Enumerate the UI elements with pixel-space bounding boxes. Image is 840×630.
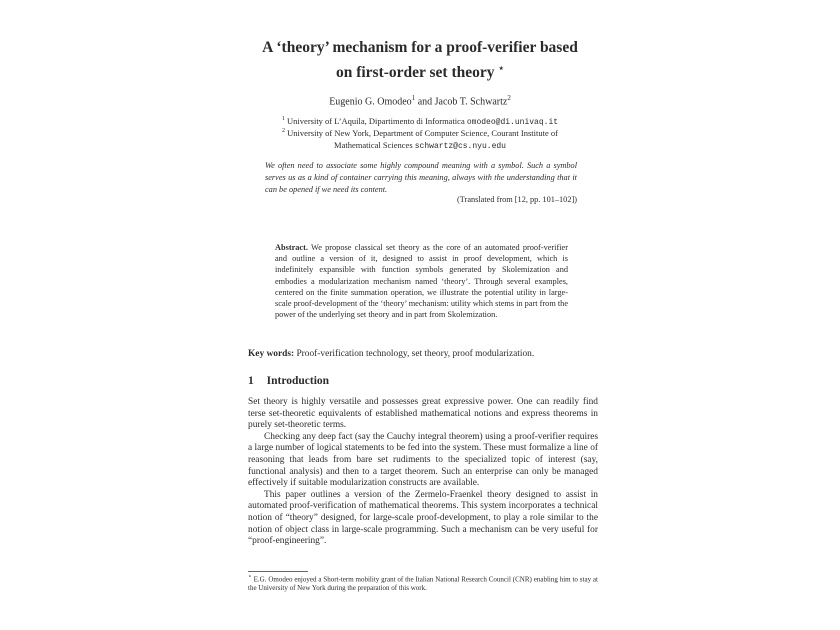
footnote-rule xyxy=(248,571,308,572)
epigraph-text: We often need to associate some highly compound meaning with a symbol. Such a symbol serves us as a kind of container carrying this meaning, always with the understanding that it can be opened if we need its content. xyxy=(265,161,577,194)
section-title: Introduction xyxy=(266,375,330,387)
footnote-mark: ⋆ xyxy=(248,574,252,580)
epigraph-source: (Translated from [12, pp. 101–102]) xyxy=(457,195,577,204)
affiliation-1-text: University of L’Aquila, Dipartimento di Informatica xyxy=(287,115,465,126)
affiliation-2-text-line2: Mathematical Sciences xyxy=(334,139,413,150)
title-line-2: on first-order set theory xyxy=(335,64,495,82)
keywords xyxy=(248,349,598,359)
abstract xyxy=(275,242,568,320)
title-line-1: A ‘theory’ mechanism for a proof-verifier based xyxy=(262,39,578,56)
keywords-label: Key words: xyxy=(248,349,295,359)
affiliation-mark-2: 2 xyxy=(282,128,286,134)
affiliation-2 xyxy=(230,125,610,153)
footnote-text: E.G. Omodeo enjoyed a Short-term mobility grant of the Italian National Research Council (CNR) enabling him to stay at the University of New York during the preparation of this work. xyxy=(248,575,598,593)
affiliation-2-email[interactable]: schwartz@cs.nyu.edu xyxy=(414,141,506,151)
author-mark-2: 2 xyxy=(507,94,511,102)
affiliation-mark-1: 1 xyxy=(281,116,285,122)
paper-title xyxy=(230,38,610,83)
body-paragraph-2: Checking any deep fact (say the Cauchy integral theorem) using a proof-verifier requires a large number of logical statements to be fed into the system. These must formalize a line of reasoning that leads from bare set rudiments to the specialized topic of interest (say, functional analysis) and then to a target theorem. Such an enterprise can only be managed effectively if suitable modularization constructs are available. xyxy=(248,431,598,489)
body-paragraph-1: Set theory is highly versatile and possesses great expressive power. One can readily find terse set-theoretic equivalents of established mathematical notions and express theorems in purely set-theoretic terms. xyxy=(248,397,598,431)
affiliation-1-email[interactable]: omodeo@di.univaq.it xyxy=(466,117,559,127)
author-joiner: and xyxy=(415,96,435,108)
section-heading xyxy=(248,375,598,387)
section-body xyxy=(248,397,598,548)
author-schwartz: Jacob T. Schwartz xyxy=(434,96,508,108)
author-omodeo: Eugenio G. Omodeo xyxy=(329,96,412,108)
abstract-text: We propose classical set theory as the core of an automated proof-verifier and outline a version of it, designed to assist in proof development, which is indefinitely expansible with function symbols generated by Skolemization and embodies a modularization mechanism named ‘theory’. Through several examples, centered on the finite summation operation, we illustrate the potential utility in large-scale proof-development of the ‘theory’ mechanism: utility which stems in part from the power of the underlying set theory and in part from Skolemization. xyxy=(275,243,568,320)
author-line xyxy=(230,94,610,107)
affiliation-2-text-line1: University of New York, Department of Computer Science, Courant Institute of xyxy=(287,127,558,138)
author-mark-1: 1 xyxy=(411,94,416,102)
keywords-text: Proof-verification technology, set theory, proof modularization. xyxy=(296,349,535,359)
footnote xyxy=(248,573,598,593)
abstract-label: Abstract. xyxy=(275,243,308,252)
body-paragraph-3: This paper outlines a version of the Zermelo-Fraenkel theory designed to assist in automated proof-verification of mathematical theorems. This system incorporates a technical notion of “theory” designed, for large-scale proof-development, to play a role similar to the notion of object class in large-scale programming. Such a mechanism can be very useful for “proof-engineering”. xyxy=(248,489,598,547)
title-footnote-mark: ⋆ xyxy=(498,63,505,73)
section-number: 1 xyxy=(248,375,254,387)
